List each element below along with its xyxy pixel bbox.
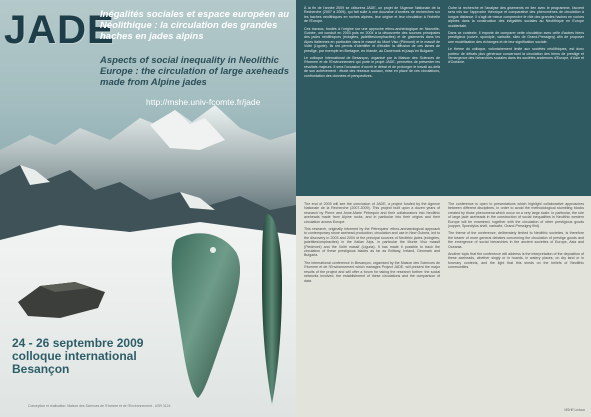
jade-logo: JADE <box>4 8 115 52</box>
en-paragraph-3: The international conference in Besançon, organised by the Maison des Sciences de l'Homme et de l'Environnement which manages Project JADE, will present the major results of the project and will offer a forum for taking the research further: the social networks involved, the establishment of these circulations and the comparison of data. <box>304 260 440 283</box>
page-footer: MSHE Ledoux <box>564 408 585 412</box>
poster-credits: Conception et réalisation: Maison des Sciences de l'Homme et de l'Environnement - USR 3124 <box>28 404 171 408</box>
en-paragraph-1: The end of 2009 will see the conclusion of JADE, a project funded by the Agence Nationale de la Recherche (2007-2009). This project built upon a dozen years of research by Pierre and Anne-Marie Pétrequin and their collaborators into Neolithic axeheads made from Alpine rocks, and in particular into their origins and their circulation across Europe. <box>304 202 440 224</box>
title-english: Aspects of social inequality in Neolithic Europe : the circulation of large axeheads made from Alpine jades <box>100 55 289 88</box>
english-text-column-right <box>448 202 584 273</box>
french-text-column-right <box>448 6 584 68</box>
event-city: Besançon <box>12 362 70 376</box>
fr-paragraph-5: Dans ce contexte, il importe de comparer cette circulation avec celle d'autres biens prestigieux (cuivre, spondyle, variscite, silex de Grand-Pressigny) afin de proposer une modélisation des échanges et de leur signification sociale. <box>448 31 584 44</box>
fr-paragraph-2: Ces travaux, fondés à l'origine sur une approche ethno-archéologique en Nouvelle-Guinée, ont conduit en 2003 puis en 2004 à la découverte des sources principales des jades néolithiques (éclogites, jadéitites/omphacites) et de gisements dans les Alpes italiennes en particulier dans le massif du Mont Viso (Piémont) et le massif de Voltri (Ligurie). Ils ont permis d'identifier et d'étudier la diffusion de ces lames de prestige, par exemple en Bretagne, en Irlande, au Danemark et jusqu'en Bulgarie. <box>304 26 440 53</box>
text-page <box>296 0 591 417</box>
event-info <box>12 337 212 376</box>
english-text-band <box>296 196 591 417</box>
title-french: Inégalités sociales et espace européen au Néolithique : la circulation des grandes haches en jades alpins <box>100 9 290 42</box>
fr-paragraph-3: Le colloque international de Besançon, organisé par la Maison des Sciences de l'Homme et de l'Environnement qui porte le projet JADE, permettra de présenter les résultats majeurs. Il sera l'occasion d'ouvrir le débat et de prolonger le travail au-delà de son achèvement : étude des réseaux sociaux, mise en place de ces circulations, confrontation des données et perspectives. <box>304 56 440 78</box>
en-paragraph-6: Another topic that the conference will address is the interpretation of the deposition of these axeheads, whether singly or in hoards, in watery places, on dry land or in funerary contexts, and the light that this sheds on the beliefs of Neolithic communities. <box>448 252 584 270</box>
fr-paragraph-4: Outre la recherche et l'analyse des gisements en lien avec le programme, l'accent sera mis sur l'approche théorique et comparative des phénomènes de circulation à longue distance. Il s'agit de mieux comprendre le rôle des grandes haches en roches alpines dans la construction des inégalités sociales au Néolithique en Europe occidentale. <box>448 6 584 28</box>
event-dates: 24 - 26 septembre 2009 <box>12 336 144 350</box>
fr-paragraph-1: À la fin de l'année 2009 se clôturera JADE, un projet de l'Agence Nationale de la Recherche (2007 à 2009), qui fait suite à une douzaine d'années de recherches sur les haches néolithiques en roches alpines, leur origine et leur circulation à l'échelle de l'Europe. <box>304 6 440 24</box>
en-paragraph-5: The theme of the conference, deliberately limited to Neolithic societies, is therefore the bearer of more general debates concerning the circulation of prestige goods and the emergence of social hierarchies in the ancient societies of Europe, Asia and Oceania. <box>448 231 584 249</box>
event-type: colloque international <box>12 349 137 363</box>
french-text-column-left <box>304 6 440 81</box>
fr-paragraph-6: Le thème du colloque, volontairement limité aux sociétés néolithiques, est donc porteur de débats plus généraux concernant la circulation des biens de prestige et l'émergence des hiérarchies sociales dans les sociétés anciennes d'Europe, d'Asie et d'Océanie. <box>448 47 584 65</box>
english-text-column-left <box>304 202 440 286</box>
en-paragraph-4: The conference is open to presentations which highlight collaborative approaches between different disciplines, in order to avoid the methodological stumbling blocks created by those phenomena which occur on a very large scale. In particular, the role of large jade axeheads in the construction of social inequalities in Neolithic western Europe will be examined, together with the circulation of other prestigious goods (copper, Spondylus shell, variscite, Grand-Pressigny flint). <box>448 202 584 229</box>
project-url-link[interactable]: http://mshe.univ-fcomte.fr/jade <box>146 97 261 107</box>
en-paragraph-2: This research, originally informed by the Pétrequins' ethno-archaeological approach to contemporary stone axehead production, circulation and use in New Guinea, led to the discovery in 2003 and 2004 of the principal sources of Neolithic jades (eclogites, jadeitites/omphacites) in the Italian Alps, in particular the Monte Viso massif (Piedmont) and the Voltri massif (Liguria). It has made it possible to track the circulation of these prestigious blades as far as Brittany, Ireland, Denmark and Bulgaria. <box>304 227 440 258</box>
